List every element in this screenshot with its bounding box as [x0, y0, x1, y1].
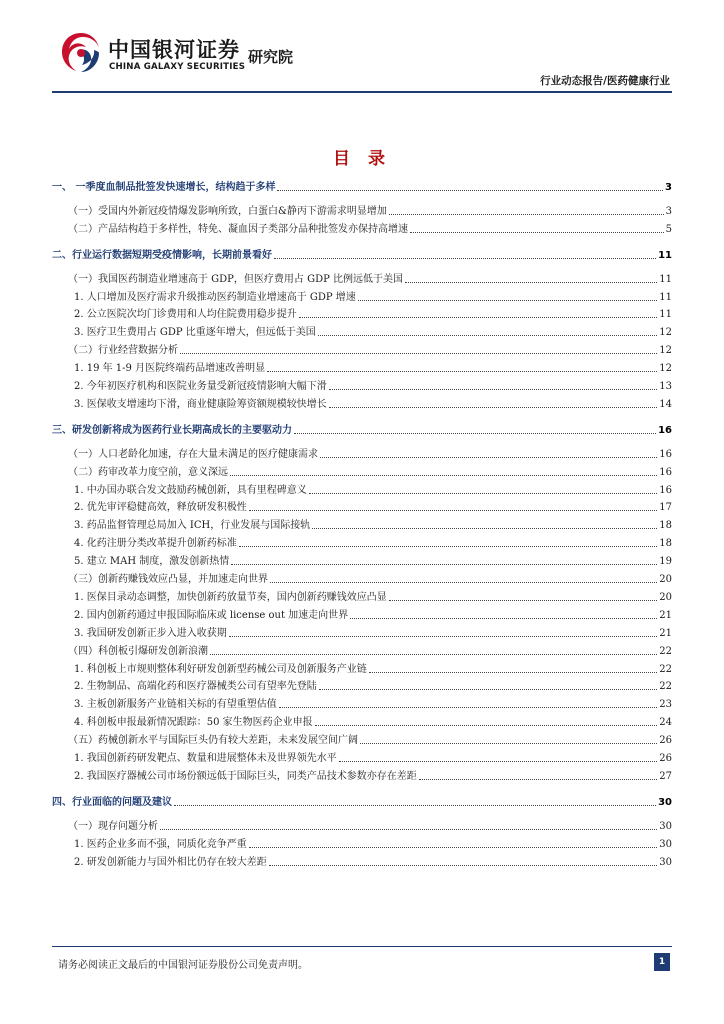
galaxy-logo-icon: [58, 30, 104, 76]
toc-entry[interactable]: [52, 421, 672, 437]
toc-entry[interactable]: [52, 246, 672, 262]
toc-entry-page: 23: [659, 699, 672, 711]
toc-title: 目 录: [333, 149, 391, 169]
toc-entry-label: 3. 医疗卫生费用占 GDP 比重逐年增大，但远低于美国: [74, 327, 316, 339]
toc-leader-dots: [249, 510, 658, 511]
toc-entry[interactable]: [52, 731, 672, 747]
toc-leader-dots: [389, 600, 658, 601]
toc-entry[interactable]: [52, 570, 672, 586]
toc-leader-dots: [274, 258, 656, 259]
toc-entry-label: 3. 药品监督管理总局加入 ICH，行业发展与国际接轨: [74, 520, 311, 532]
toc-entry-label: 3. 主板创新服务产业链相关标的有望重塑估值: [74, 699, 277, 711]
toc-leader-dots: [229, 636, 658, 637]
toc-leader-dots: [279, 707, 658, 708]
toc-entry-label: （一）受国内外新冠疫情爆发影响所致，白蛋白&静丙下游需求明显增加: [68, 205, 387, 217]
toc-entry[interactable]: [52, 445, 672, 461]
toc-leader-dots: [339, 761, 658, 762]
toc-entry-label: 2. 优先审评稳健高效，释放研发积极性: [74, 502, 247, 514]
toc-entry[interactable]: [52, 498, 672, 514]
toc-entry-label: 2. 公立医院次均门诊费用和人均住院费用稳步提升: [74, 309, 297, 321]
toc-entry-page: 13: [659, 381, 672, 392]
toc-entry-page: 18: [659, 538, 672, 550]
toc-leader-dots: [269, 865, 658, 866]
toc-entry-label: 2. 研发创新能力与国外相比仍存在较大差距: [74, 856, 267, 868]
toc-entry-page: 30: [659, 838, 672, 850]
toc-leader-dots: [230, 475, 657, 476]
toc-entry-label: 二、行业运行数据短期受疫情影响，长期前景看好: [52, 249, 272, 261]
toc-entry[interactable]: [52, 220, 672, 236]
toc-entry[interactable]: [52, 552, 672, 568]
toc-entry[interactable]: [52, 359, 672, 375]
header-divider: [52, 91, 672, 93]
toc-entry-page: 18: [659, 520, 672, 532]
report-type: 行业动态报告/医药健康行业: [540, 75, 670, 87]
toc-entry-page: 26: [659, 753, 672, 764]
toc-entry-label: 1. 人口增加及医疗需求升级推动医药制造业增速高于 GDP 增速: [74, 291, 356, 303]
institute-name: 研究院: [248, 48, 294, 66]
toc-leader-dots: [358, 300, 657, 301]
toc-entry-label: （二）产品结构趋于多样性，特免、凝血因子类部分品种批签发亦保持高增速: [68, 223, 408, 235]
toc-entry-label: （三）创新药赚钱效应凸显，并加速走向世界: [68, 574, 268, 585]
toc-entry[interactable]: [52, 695, 672, 711]
toc-entry-page: 11: [659, 309, 672, 321]
toc-entry-label: 2. 我国医疗器械公司市场份额远低于国际巨头，同类产品技术参数亦存在差距: [74, 770, 417, 782]
toc-entry[interactable]: [52, 288, 672, 304]
toc-entry-label: （四）科创板引爆研发创新浪潮: [68, 645, 208, 657]
toc-entry-label: 5. 建立 MAH 制度，激发创新热情: [74, 556, 230, 568]
toc-entry-page: 12: [659, 345, 672, 357]
toc-entry-page: 20: [659, 591, 672, 603]
toc-leader-dots: [350, 618, 657, 619]
toc-leader-dots: [405, 282, 657, 283]
toc-entry-label: 1. 19 年 1-9 月医院终端药品增速改善明显: [74, 363, 266, 375]
toc-entry[interactable]: [52, 853, 672, 869]
toc-entry[interactable]: [52, 767, 672, 783]
toc-leader-dots: [267, 371, 657, 372]
toc-entry[interactable]: [52, 677, 672, 693]
toc-entry-page: 20: [659, 574, 672, 585]
toc-entry[interactable]: [52, 305, 672, 321]
toc-entry-label: 一、 一季度血制品批签发快速增长，结构趋于多样: [52, 182, 276, 193]
toc-entry-label: 3. 医保收支增速均下滑，商业健康险筹资额规模较快增长: [74, 398, 327, 410]
toc-leader-dots: [160, 829, 657, 830]
toc-entry-page: 17: [659, 502, 672, 514]
toc-entry-page: 30: [659, 856, 672, 868]
toc-entry-page: 12: [659, 327, 672, 339]
toc-entry-page: 11: [659, 273, 672, 285]
toc-entry[interactable]: [52, 749, 672, 765]
toc-entry[interactable]: [52, 624, 672, 640]
toc-entry-page: 22: [659, 663, 672, 675]
toc-leader-dots: [277, 190, 663, 191]
toc-leader-dots: [369, 672, 658, 673]
toc-entry[interactable]: [52, 534, 672, 550]
toc-entry-label: （二）行业经营数据分析: [68, 345, 178, 357]
toc-entry-page: 24: [659, 717, 672, 729]
toc-entry[interactable]: [52, 463, 672, 479]
toc-entry-label: （一）我国医药制造业增速高于 GDP，但医疗费用占 GDP 比例远低于美国: [68, 273, 404, 285]
toc-leader-dots: [410, 232, 664, 233]
toc-entry-page: 27: [659, 770, 672, 782]
toc-entry-page: 16: [658, 424, 672, 436]
toc-leader-dots: [312, 528, 657, 529]
toc-leader-dots: [318, 335, 657, 336]
toc-entry-page: 30: [659, 820, 672, 832]
toc-entry[interactable]: [52, 660, 672, 676]
toc-entry[interactable]: [52, 202, 672, 218]
toc-entry[interactable]: [52, 341, 672, 357]
toc-entry[interactable]: [52, 178, 672, 194]
toc-entry-page: 21: [659, 609, 672, 621]
toc-leader-dots: [315, 725, 658, 726]
toc-entry-label: （二）药审改革力度空前，意义深远: [68, 466, 228, 478]
toc-entry[interactable]: [52, 793, 672, 809]
toc-leader-dots: [329, 389, 658, 390]
toc-entry-page: 5: [665, 223, 672, 235]
toc-entry-label: 2. 生物制品、高端化药和医疗器械类公司有望率先登陆: [74, 681, 317, 693]
toc-entry-page: 30: [658, 796, 672, 808]
toc-entry-label: 1. 我国创新药研发靶点、数量和进展整体未及世界领先水平: [74, 753, 337, 764]
toc-leader-dots: [294, 433, 656, 434]
toc-entry-page: 11: [658, 249, 672, 261]
toc-entry-page: 26: [659, 735, 672, 747]
toc-entry-label: 1. 医药企业多而不强，同质化竞争严重: [74, 838, 247, 850]
toc-entry[interactable]: [52, 713, 672, 729]
toc-entry-page: 14: [659, 398, 672, 410]
toc-entry-page: 3: [665, 205, 672, 217]
toc-entry-page: 12: [659, 363, 672, 375]
toc-entry-label: （五）药械创新水平与国际巨头仍有较大差距，未来发展空间广阔: [68, 735, 358, 747]
toc-leader-dots: [174, 805, 656, 806]
toc-entry-page: 16: [659, 484, 672, 496]
toc-entry-page: 19: [659, 556, 672, 568]
toc-entry[interactable]: [52, 395, 672, 411]
toc-leader-dots: [270, 582, 657, 583]
toc-entry[interactable]: [52, 835, 672, 851]
toc-entry[interactable]: [52, 516, 672, 532]
toc-entry[interactable]: [52, 817, 672, 833]
toc-entry-label: 三、研发创新将成为医药行业长期高成长的主要驱动力: [52, 424, 292, 436]
toc-entry-label: （一）人口老龄化加速，存在大量未满足的医疗健康需求: [68, 448, 318, 460]
toc-entry[interactable]: [52, 642, 672, 658]
toc-leader-dots: [299, 317, 658, 318]
toc-leader-dots: [249, 847, 658, 848]
toc-entry-label: 4. 化药注册分类改革提升创新药标准: [74, 538, 237, 550]
toc-leader-dots: [419, 779, 658, 780]
toc-entry-page: 11: [659, 291, 672, 303]
toc-entry-label: 2. 国内创新药通过申报国际临床或 license out 加速走向世界: [74, 609, 349, 621]
toc-leader-dots: [231, 564, 657, 565]
toc-entry-label: 四、行业面临的问题及建议: [52, 796, 172, 808]
toc-entry[interactable]: [52, 270, 672, 286]
toc-leader-dots: [239, 546, 658, 547]
toc-entry[interactable]: [52, 481, 672, 497]
toc-entry[interactable]: [52, 606, 672, 622]
toc-entry-label: 4. 科创板申报最新情况跟踪：50 家生物医药企业申报: [74, 717, 313, 729]
toc-leader-dots: [319, 689, 658, 690]
toc-entry-label: 2. 今年初医疗机构和医院业务量受新冠疫情影响大幅下滑: [74, 381, 327, 392]
toc-entry-page: 16: [659, 466, 672, 478]
toc-leader-dots: [329, 407, 658, 408]
toc-entry-label: 1. 医保目录动态调整，加快创新药放量节奏，国内创新药赚钱效应凸显: [74, 591, 387, 603]
toc-leader-dots: [389, 214, 664, 215]
toc-entry-page: 22: [659, 645, 672, 657]
toc-entry[interactable]: [52, 588, 672, 604]
toc-entry-page: 3: [665, 182, 672, 193]
toc-leader-dots: [210, 654, 657, 655]
toc-entry-label: 3. 我国研发创新正步入进入收获期: [74, 627, 227, 639]
toc-entry-page: 21: [659, 627, 672, 639]
toc-entry-label: 1. 中办国办联合发文鼓励药械创新，具有里程碑意义: [74, 484, 307, 496]
logo-english-name: CHINA GALAXY SECURITIES: [109, 62, 246, 72]
toc-leader-dots: [320, 457, 657, 458]
toc-leader-dots: [360, 743, 657, 744]
toc-leader-dots: [309, 493, 658, 494]
toc-leader-dots: [180, 353, 657, 354]
toc-entry[interactable]: [52, 323, 672, 339]
toc-entry[interactable]: [52, 377, 672, 393]
logo-chinese-name: 中国银河证券: [108, 38, 240, 62]
toc-entry-page: 22: [659, 681, 672, 693]
toc-entry-label: （一）现存问题分析: [68, 820, 158, 832]
footer-disclaimer: 请务必阅读正文最后的中国银河证券股份公司免责声明。: [58, 960, 308, 971]
page-header: [0, 0, 724, 100]
toc-entry-label: 1. 科创板上市规则整体利好研发创新型药械公司及创新服务产业链: [74, 663, 367, 675]
company-logo: [58, 30, 318, 82]
toc-entry-page: 16: [659, 448, 672, 460]
footer-divider: [52, 946, 672, 947]
page-number: 1: [654, 953, 670, 971]
